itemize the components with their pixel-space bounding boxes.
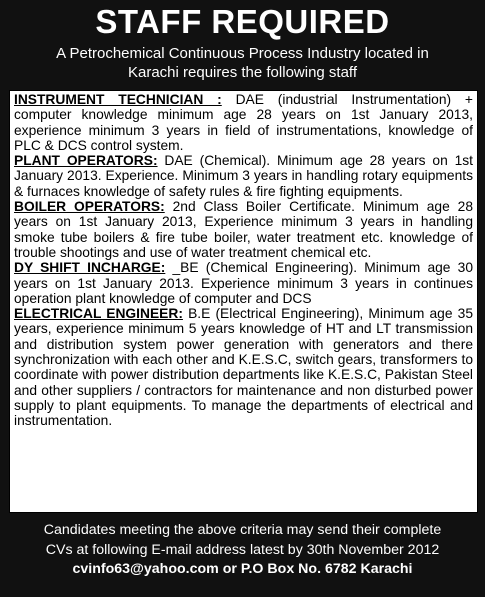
- headline: STAFF REQUIRED: [95, 3, 390, 40]
- position-dy-shift-incharge: [14, 260, 473, 306]
- position-description: B.E (Electrical Engineering), Minimum age 35 years, experience minimum 5 years knowledge of HT and LT transmission and distribution system power generation with generators and there synchronization with each other and K.E.S.C, switch gears, transformers to coordinate with power distribution departments like K.E.S.C, Pakistan Steel and other suppliers / contractors for maintenance and non disturbed power supply to plant equipments. To manage the departments of electrical and instrumentation.: [14, 306, 473, 429]
- position-title: BOILER OPERATORS:: [14, 199, 165, 215]
- position-description: DAE (Chemical). Minimum age 28 years on 1st January 2013. Experience. Minimum 3 years in handling rotary equipments & furnaces knowledge of safety rules & fire fighting equipments.: [14, 153, 474, 199]
- position-description: DAE (industrial Instrumentation) + computer knowledge minimum age 28 years on 1st January 2013, experience minimum 3 years in field of instrumentations, knowledge of PLC & DCS control system.: [14, 92, 473, 153]
- position-title: ELECTRICAL ENGINEER:: [14, 306, 183, 322]
- position-title: INSTRUMENT TECHNICIAN :: [14, 92, 222, 107]
- position-instrument-technician: [14, 92, 473, 153]
- instructions-line-1: Candidates meeting the above criteria may send their complete: [43, 522, 442, 538]
- position-boiler-operators: [14, 199, 473, 260]
- subheadline-line-1: A Petrochemical Continuous Process Industry located in: [56, 45, 429, 62]
- positions-panel: [9, 90, 478, 513]
- contact-info: cvinfo63@yahoo.com or P.O Box No. 6782 Karachi: [72, 561, 413, 577]
- position-title: PLANT OPERATORS:: [14, 153, 158, 169]
- subheadline: [0, 44, 485, 82]
- position-description: _BE (Chemical Engineering). Minimum age 30 years on 1st January 2013. Experience minimum 3 years in continues operation plant knowledge of computer and DCS: [14, 260, 473, 306]
- position-electrical-engineer: [14, 306, 473, 428]
- instructions-line-2: CVs at following E-mail address latest by 30th November 2012: [45, 541, 440, 558]
- application-instructions: [0, 521, 485, 580]
- position-description: 2nd Class Boiler Certificate. Minimum age 28 years on 1st January 2013, Experience minimum 3 years in handling smoke tube boilers & fire tube boiler, water treatment etc. knowledge of trouble shootings and use of water treatment chemical etc.: [14, 199, 474, 260]
- position-title: DY SHIFT INCHARGE:: [14, 260, 166, 276]
- position-plant-operators: [14, 153, 473, 199]
- subheadline-line-2: Karachi requires the following staff: [127, 64, 357, 81]
